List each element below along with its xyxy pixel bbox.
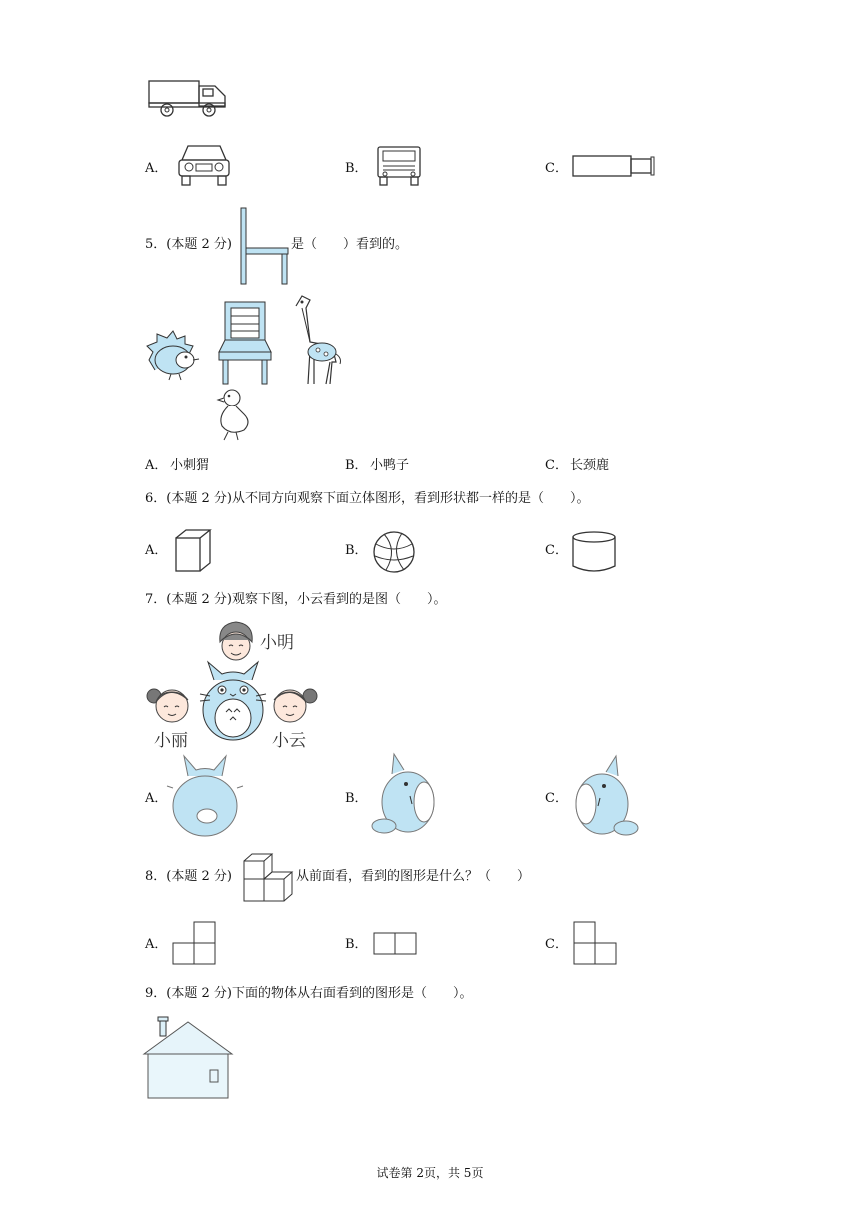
xiaoming-head-icon: [216, 620, 256, 664]
truck-top-icon[interactable]: [572, 154, 656, 180]
q8-option-c-letter[interactable]: C．: [545, 937, 568, 952]
q9-question-text: 9．(本题 2 分)下面的物体从右面看到的图形是（ ）。: [145, 986, 473, 1001]
totoro-scene-icon: [200, 660, 266, 742]
hedgehog-icon: [145, 330, 201, 382]
q5-option-c-text[interactable]: 长颈鹿: [570, 458, 610, 473]
chair-side-icon: [238, 206, 290, 286]
q8-prefix: 8．(本题 2 分): [145, 869, 232, 884]
q8-suffix: 从前面看，看到的图形是什么？（ ）: [296, 869, 531, 884]
totoro-back-icon[interactable]: [170, 754, 240, 838]
page-footer: 试卷第 2页，共 5页: [376, 1166, 484, 1180]
q6-question-text: 6．(本题 2 分)从不同方向观察下面立体图形，看到形状都一样的是（ ）。: [145, 491, 590, 506]
squares-row-icon[interactable]: [373, 932, 419, 956]
q5-option-a-text[interactable]: 小刺猬: [170, 458, 210, 473]
totoro-left-side-icon[interactable]: [370, 752, 442, 838]
cube-stack-icon: [242, 852, 294, 904]
q6-option-b-letter[interactable]: B．: [345, 543, 368, 558]
cuboid-icon[interactable]: [173, 528, 213, 574]
q5-option-a-letter[interactable]: A．: [145, 458, 168, 473]
q7-option-b-letter[interactable]: B．: [345, 791, 368, 806]
xiaoming-label: 小明: [260, 633, 294, 653]
giraffe-icon: [288, 292, 344, 388]
cylinder-icon[interactable]: [571, 530, 617, 574]
truck-front-icon[interactable]: [374, 144, 424, 188]
q7-question-text: 7．(本题 2 分)观察下图，小云看到的是图（ ）。: [145, 592, 447, 607]
q8-option-a-letter[interactable]: A．: [145, 937, 168, 952]
q8-option-b-letter[interactable]: B．: [345, 937, 368, 952]
xiaoli-head-icon: [146, 682, 196, 726]
duckling-icon: [214, 386, 254, 444]
q4-option-b-letter[interactable]: B．: [345, 161, 368, 176]
q5-option-b-text[interactable]: 小鸭子: [370, 458, 410, 473]
xiaoyun-head-icon: [266, 682, 318, 726]
chair-front-icon: [217, 300, 273, 386]
squares-top-right-icon[interactable]: [172, 920, 218, 966]
q6-option-a-letter[interactable]: A．: [145, 543, 168, 558]
q6-option-c-letter[interactable]: C．: [545, 543, 568, 558]
squares-top-left-icon[interactable]: [573, 920, 619, 966]
xiaoli-label: 小丽: [154, 731, 188, 751]
basketball-icon[interactable]: [372, 530, 416, 574]
q5-prefix: 5．(本题 2 分): [145, 237, 232, 252]
q4-option-c-letter[interactable]: C．: [545, 161, 568, 176]
q5-suffix: 是（ ）看到的。: [291, 237, 409, 252]
q4-option-a-letter[interactable]: A．: [145, 161, 168, 176]
q7-option-c-letter[interactable]: C．: [545, 791, 568, 806]
car-front-icon[interactable]: [176, 142, 232, 188]
q5-option-c-letter[interactable]: C．: [545, 458, 568, 473]
xiaoyun-label: 小云: [272, 731, 306, 751]
truck-side-icon: [147, 78, 229, 120]
totoro-right-side-icon[interactable]: [568, 754, 640, 840]
house-icon: [142, 1014, 234, 1100]
q5-option-b-letter[interactable]: B．: [345, 458, 368, 473]
q7-option-a-letter[interactable]: A．: [145, 791, 168, 806]
